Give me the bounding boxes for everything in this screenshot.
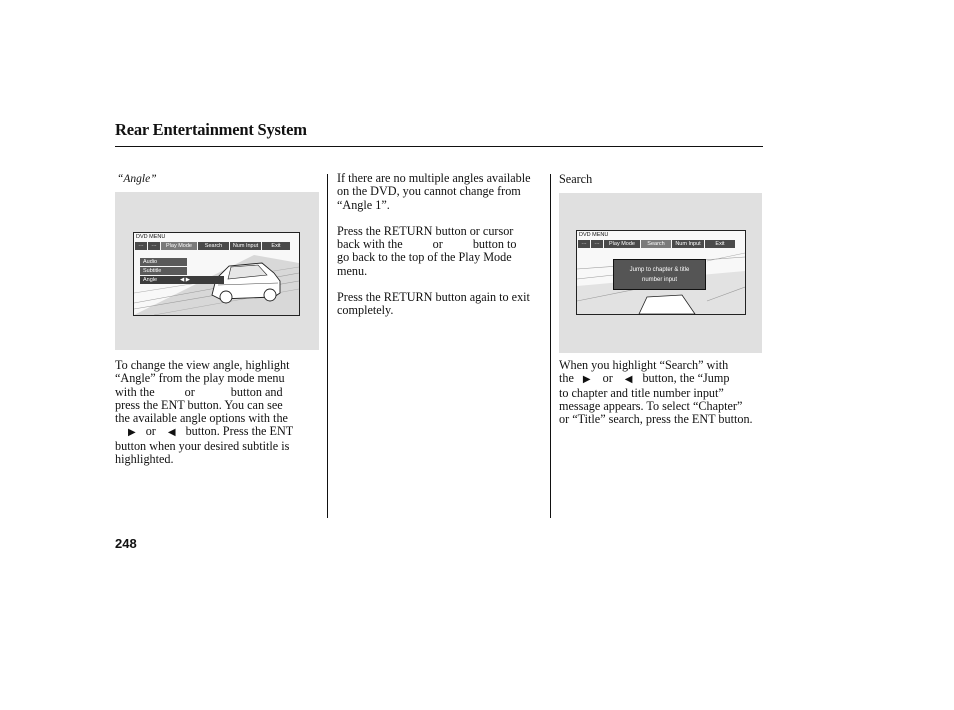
page-number: 248 [115,536,137,551]
dvd-menu-title: DVD MENU [136,234,166,240]
tab-num-input[interactable]: Num Input [230,242,261,250]
column-divider-right [550,174,551,518]
dvd-menu-tabs [578,240,744,248]
popup-line-1: Jump to chapter & title [629,267,690,273]
dvd-menu-screen-search [576,230,746,315]
angle-arrows[interactable]: ◀ ▶ [180,277,190,283]
tab-search[interactable]: Search [198,242,229,250]
text-line: the available angle options with the [115,411,288,426]
text-line: press the ENT button. You can see [115,397,283,412]
text-line: ▶ or ◀ button. Press the ENT [128,424,294,439]
left-arrow-icon: ◀ [167,427,176,439]
text-line: “Angle” from the play mode menu [115,371,285,386]
search-instructions [559,359,754,426]
popup-line-2: number input [641,277,678,283]
angle-caption: “Angle” [117,173,157,185]
text-line: with the or button and [115,384,283,399]
text-block: to chapter and title number input” message appears. To select “Chapter” or “Title” search, press the ENT button. [559,385,753,427]
tab-exit[interactable]: Exit [262,242,290,250]
tab-search[interactable]: Search [641,240,671,248]
exit-paragraph: Press the RETURN button again to exit completely. [337,290,530,318]
dvd-menu-title: DVD MENU [579,232,609,238]
left-arrow-icon: ◀ [624,374,633,386]
search-caption: Search [559,172,593,186]
tab-play-mode[interactable]: Play Mode [161,242,197,250]
tab-exit[interactable]: Exit [705,240,735,248]
text-line: button when your desired subtitle is [115,438,290,453]
submenu-angle-label: Angle [143,277,158,283]
no-angles-paragraph: If there are no multiple angles available on the DVD, you cannot change from “Angle 1”. [337,171,531,212]
jump-popup [613,259,706,290]
text-line: highlighted. [115,452,174,467]
dvd-menu-screen-angle [133,232,300,316]
submenu-audio[interactable]: Audio [140,258,187,266]
title-divider [115,146,763,147]
text-line: When you highlight “Search” with [559,358,729,372]
right-arrow-icon: ▶ [128,427,136,439]
tab-num-input[interactable]: Num Input [672,240,704,248]
submenu-subtitle[interactable]: Subtitle [140,267,187,275]
section-title: Rear Entertainment System [115,120,307,139]
right-arrow-icon: ▶ [582,374,591,386]
dvd-menu-tabs [135,242,298,250]
tab-extra-1[interactable]: ··· [135,242,147,250]
middle-instructions [337,172,542,331]
column-divider-left [327,174,328,518]
text-line: To change the view angle, highlight [115,358,290,372]
tab-play-mode[interactable]: Play Mode [604,240,640,248]
return-paragraph: Press the RETURN button or cursor back with the or button to go back to the top of the Play Mode menu. [337,223,517,278]
tab-extra-1[interactable]: ··· [578,240,590,248]
tab-extra-2[interactable]: ··· [148,242,160,250]
search-figure [559,193,762,353]
text-line: the ▶ or ◀ button, the “Jump [559,371,730,386]
angle-figure [115,192,319,350]
submenu-angle[interactable] [140,276,224,284]
tab-extra-2[interactable]: ··· [591,240,603,248]
angle-instructions [115,359,320,466]
